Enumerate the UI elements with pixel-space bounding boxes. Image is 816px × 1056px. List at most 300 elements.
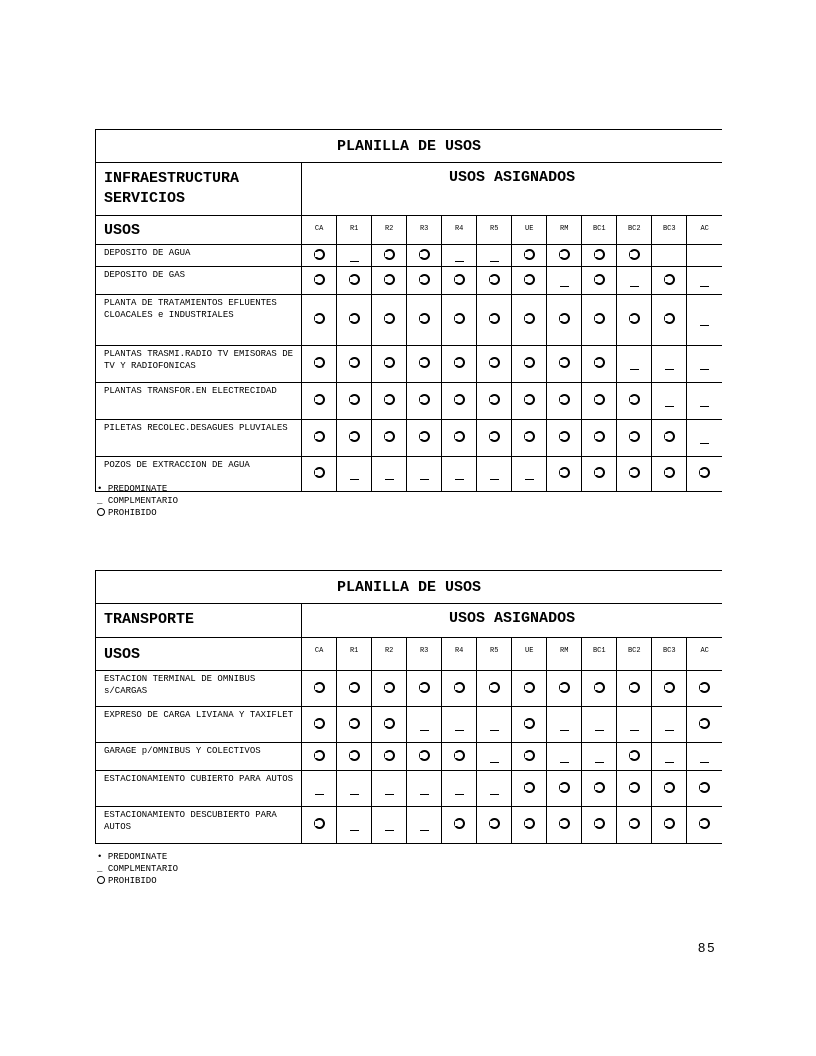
prohibido-mark-icon	[524, 718, 535, 729]
use-cell	[442, 267, 477, 295]
use-cell	[652, 267, 687, 295]
prohibido-mark-icon	[384, 357, 395, 368]
use-cell	[372, 267, 407, 295]
use-cell	[547, 807, 582, 844]
complementario-mark-icon	[665, 730, 674, 731]
use-cell	[302, 267, 337, 295]
use-cell	[442, 245, 477, 267]
page-number: 85	[698, 940, 717, 955]
use-cell	[302, 771, 337, 807]
use-name: PLANTAS TRASMI.RADIO TV EMISORAS DE TV Y RADIOFONICAS	[96, 346, 302, 383]
use-cell	[337, 807, 372, 844]
use-cell	[617, 807, 652, 844]
prohibido-mark-icon	[349, 682, 360, 693]
prohibido-mark-icon	[664, 682, 675, 693]
prohibido-mark-icon	[384, 431, 395, 442]
prohibido-mark-icon	[419, 394, 430, 405]
usos-label: USOS	[96, 638, 302, 671]
use-cell	[372, 457, 407, 492]
use-cell	[512, 671, 547, 707]
complementario-mark-icon	[420, 479, 429, 480]
category-label: TRANSPORTE	[96, 604, 302, 638]
use-cell	[477, 267, 512, 295]
use-cell	[582, 267, 617, 295]
prohibido-mark-icon	[314, 357, 325, 368]
table-row	[96, 743, 723, 771]
use-cell	[372, 771, 407, 807]
prohibido-mark-icon	[559, 394, 570, 405]
prohibido-mark-icon	[629, 467, 640, 478]
use-cell	[442, 807, 477, 844]
use-cell	[687, 707, 722, 743]
use-cell	[547, 295, 582, 346]
prohibido-mark-icon	[384, 249, 395, 260]
prohibido-mark-icon	[524, 394, 535, 405]
use-cell	[582, 771, 617, 807]
prohibido-mark-icon	[384, 394, 395, 405]
use-cell	[372, 743, 407, 771]
use-cell	[372, 346, 407, 383]
prohibido-mark-icon	[524, 750, 535, 761]
prohibido-mark-icon	[524, 682, 535, 693]
column-header: R2	[372, 638, 407, 671]
use-cell	[687, 295, 722, 346]
use-name: GARAGE p/OMNIBUS Y COLECTIVOS	[96, 743, 302, 771]
legend-complementario: _ COMPLMENTARIO	[97, 864, 179, 874]
prohibido-mark-icon	[699, 782, 710, 793]
use-cell	[442, 295, 477, 346]
use-cell	[442, 671, 477, 707]
use-cell	[337, 420, 372, 457]
use-cell	[372, 420, 407, 457]
use-cell	[302, 671, 337, 707]
prohibido-mark-icon	[524, 818, 535, 829]
use-cell	[477, 771, 512, 807]
complementario-mark-icon	[700, 443, 709, 444]
complementario-mark-icon	[700, 286, 709, 287]
use-cell	[687, 743, 722, 771]
use-cell	[617, 383, 652, 420]
use-cell	[547, 346, 582, 383]
use-cell	[547, 707, 582, 743]
use-cell	[687, 420, 722, 457]
use-cell	[337, 267, 372, 295]
use-cell	[372, 245, 407, 267]
prohibido-mark-icon	[419, 682, 430, 693]
complementario-mark-icon	[455, 794, 464, 795]
use-cell	[337, 383, 372, 420]
prohibido-mark-icon	[349, 750, 360, 761]
prohibido-mark-icon	[384, 718, 395, 729]
prohibido-mark-icon	[349, 394, 360, 405]
prohibido-mark-icon	[664, 431, 675, 442]
complementario-mark-icon	[420, 730, 429, 731]
prohibido-mark-icon	[314, 718, 325, 729]
use-cell	[617, 295, 652, 346]
use-cell	[372, 383, 407, 420]
prohibido-mark-icon	[699, 682, 710, 693]
use-cell	[512, 457, 547, 492]
complementario-mark-icon	[350, 794, 359, 795]
use-cell	[512, 707, 547, 743]
use-cell	[687, 771, 722, 807]
use-cell	[302, 743, 337, 771]
use-cell	[652, 743, 687, 771]
complementario-mark-icon	[490, 479, 499, 480]
use-cell	[617, 771, 652, 807]
use-cell	[652, 420, 687, 457]
prohibido-mark-icon	[454, 431, 465, 442]
complementario-mark-icon	[665, 406, 674, 407]
use-cell	[582, 346, 617, 383]
use-cell	[547, 420, 582, 457]
prohibido-mark-icon	[629, 782, 640, 793]
use-cell	[652, 671, 687, 707]
use-name: EXPRESO DE CARGA LIVIANA Y TAXIFLET	[96, 707, 302, 743]
assigned-uses-label: USOS ASIGNADOS	[302, 163, 722, 216]
complementario-mark-icon	[490, 794, 499, 795]
prohibido-mark-icon	[524, 274, 535, 285]
use-cell	[407, 245, 442, 267]
use-cell	[442, 346, 477, 383]
prohibido-mark-icon	[419, 274, 430, 285]
complementario-mark-icon	[665, 762, 674, 763]
table-body	[96, 671, 723, 844]
prohibido-mark-icon	[664, 313, 675, 324]
prohibido-mark-icon	[524, 249, 535, 260]
use-cell	[477, 743, 512, 771]
use-cell	[652, 295, 687, 346]
use-cell	[407, 457, 442, 492]
complementario-mark-icon	[700, 762, 709, 763]
legend-predominate: • PREDOMINATE	[97, 852, 168, 862]
prohibido-mark-icon	[594, 467, 605, 478]
column-header: R4	[442, 216, 477, 245]
prohibido-mark-icon	[419, 357, 430, 368]
category-label: INFRAESTRUCTURA SERVICIOS	[96, 163, 302, 216]
prohibido-mark-icon	[454, 274, 465, 285]
use-cell	[337, 295, 372, 346]
use-cell	[477, 295, 512, 346]
legend-complementario: _ COMPLMENTARIO	[97, 496, 179, 506]
use-cell	[547, 457, 582, 492]
column-header: UE	[512, 216, 547, 245]
use-cell	[617, 671, 652, 707]
column-header: R3	[407, 216, 442, 245]
prohibido-mark-icon	[559, 467, 570, 478]
use-cell	[477, 707, 512, 743]
use-name: ESTACIONAMIENTO CUBIERTO PARA AUTOS	[96, 771, 302, 807]
prohibido-mark-icon	[349, 431, 360, 442]
use-cell	[407, 267, 442, 295]
complementario-mark-icon	[420, 794, 429, 795]
column-header: BC3	[652, 216, 687, 245]
prohibido-mark-icon	[524, 431, 535, 442]
use-cell	[687, 383, 722, 420]
prohibido-mark-icon	[314, 274, 325, 285]
use-cell	[617, 420, 652, 457]
use-cell	[337, 346, 372, 383]
use-name: POZOS DE EXTRACCION DE AGUA	[96, 457, 302, 492]
prohibido-mark-icon	[594, 682, 605, 693]
use-cell	[512, 295, 547, 346]
prohibido-mark-icon	[594, 431, 605, 442]
use-cell	[302, 807, 337, 844]
table-row	[96, 346, 723, 383]
use-cell	[547, 671, 582, 707]
use-cell	[372, 807, 407, 844]
prohibido-mark-icon	[594, 357, 605, 368]
prohibido-mark-icon	[594, 313, 605, 324]
prohibido-mark-icon	[314, 682, 325, 693]
use-cell	[687, 807, 722, 844]
use-cell	[302, 420, 337, 457]
table-title: PLANILLA DE USOS	[96, 130, 723, 163]
use-cell	[547, 267, 582, 295]
prohibido-mark-icon	[314, 818, 325, 829]
prohibido-mark-icon	[419, 431, 430, 442]
column-header: CA	[302, 638, 337, 671]
use-cell	[652, 807, 687, 844]
use-cell	[512, 743, 547, 771]
prohibido-mark-icon	[349, 718, 360, 729]
complementario-mark-icon	[455, 730, 464, 731]
legend-prohibido: PROHIBIDO	[97, 875, 178, 887]
use-cell	[652, 346, 687, 383]
use-cell	[337, 671, 372, 707]
prohibido-mark-icon	[559, 249, 570, 260]
planilla-table	[95, 570, 722, 844]
use-cell	[337, 743, 372, 771]
use-cell	[687, 457, 722, 492]
use-cell	[582, 457, 617, 492]
use-cell	[302, 295, 337, 346]
prohibido-mark-icon	[524, 782, 535, 793]
column-header: BC2	[617, 638, 652, 671]
prohibido-icon	[97, 876, 105, 884]
use-cell	[687, 267, 722, 295]
usos-label: USOS	[96, 216, 302, 245]
prohibido-mark-icon	[664, 274, 675, 285]
assigned-uses-label: USOS ASIGNADOS	[302, 604, 722, 638]
prohibido-mark-icon	[594, 274, 605, 285]
use-cell	[582, 420, 617, 457]
column-header: BC3	[652, 638, 687, 671]
use-cell	[617, 346, 652, 383]
complementario-mark-icon	[700, 325, 709, 326]
table-title: PLANILLA DE USOS	[96, 571, 723, 604]
use-cell	[477, 420, 512, 457]
prohibido-mark-icon	[664, 467, 675, 478]
use-cell	[372, 295, 407, 346]
use-cell	[302, 707, 337, 743]
prohibido-mark-icon	[699, 467, 710, 478]
complementario-mark-icon	[490, 762, 499, 763]
column-header: R1	[337, 638, 372, 671]
use-cell	[442, 420, 477, 457]
prohibido-mark-icon	[489, 682, 500, 693]
column-header: CA	[302, 216, 337, 245]
use-cell	[512, 771, 547, 807]
table-body	[96, 245, 723, 492]
use-cell	[442, 707, 477, 743]
prohibido-mark-icon	[489, 357, 500, 368]
use-cell	[582, 383, 617, 420]
complementario-mark-icon	[665, 369, 674, 370]
prohibido-mark-icon	[419, 249, 430, 260]
use-cell	[337, 457, 372, 492]
column-header: RM	[547, 216, 582, 245]
use-cell	[652, 457, 687, 492]
prohibido-mark-icon	[314, 750, 325, 761]
prohibido-mark-icon	[594, 818, 605, 829]
prohibido-mark-icon	[594, 394, 605, 405]
use-cell	[512, 245, 547, 267]
prohibido-mark-icon	[489, 274, 500, 285]
prohibido-mark-icon	[314, 249, 325, 260]
complementario-mark-icon	[490, 261, 499, 262]
complementario-mark-icon	[490, 730, 499, 731]
legend	[97, 851, 178, 887]
column-header: R1	[337, 216, 372, 245]
use-cell	[512, 807, 547, 844]
complementario-mark-icon	[595, 730, 604, 731]
complementario-mark-icon	[630, 369, 639, 370]
complementario-mark-icon	[455, 479, 464, 480]
use-cell	[687, 671, 722, 707]
legend	[97, 483, 178, 519]
complementario-mark-icon	[560, 762, 569, 763]
table-row	[96, 671, 723, 707]
use-cell	[302, 383, 337, 420]
use-cell	[582, 707, 617, 743]
use-cell	[582, 807, 617, 844]
prohibido-mark-icon	[454, 682, 465, 693]
complementario-mark-icon	[385, 479, 394, 480]
use-cell	[302, 245, 337, 267]
column-header: R4	[442, 638, 477, 671]
use-cell	[442, 743, 477, 771]
prohibido-mark-icon	[454, 357, 465, 368]
prohibido-mark-icon	[524, 357, 535, 368]
prohibido-mark-icon	[419, 313, 430, 324]
use-name: ESTACION TERMINAL DE OMNIBUS s/CARGAS	[96, 671, 302, 707]
use-cell	[477, 346, 512, 383]
use-cell	[442, 383, 477, 420]
prohibido-mark-icon	[454, 394, 465, 405]
prohibido-mark-icon	[594, 249, 605, 260]
table-row	[96, 707, 723, 743]
prohibido-mark-icon	[384, 274, 395, 285]
use-cell	[372, 671, 407, 707]
use-cell	[442, 771, 477, 807]
prohibido-mark-icon	[559, 431, 570, 442]
prohibido-icon	[97, 508, 105, 516]
complementario-mark-icon	[700, 406, 709, 407]
complementario-mark-icon	[560, 286, 569, 287]
use-cell	[582, 671, 617, 707]
prohibido-mark-icon	[559, 357, 570, 368]
use-cell	[617, 743, 652, 771]
table-row	[96, 267, 723, 295]
use-cell	[407, 420, 442, 457]
use-cell	[617, 457, 652, 492]
prohibido-mark-icon	[384, 750, 395, 761]
use-cell	[617, 267, 652, 295]
column-header: UE	[512, 638, 547, 671]
use-name: PLANTA DE TRATAMIENTOS EFLUENTES CLOACALES e INDUSTRIALES	[96, 295, 302, 346]
use-cell	[372, 707, 407, 743]
prohibido-mark-icon	[664, 818, 675, 829]
complementario-mark-icon	[595, 762, 604, 763]
prohibido-mark-icon	[559, 818, 570, 829]
column-header: R5	[477, 638, 512, 671]
use-cell	[407, 295, 442, 346]
complementario-mark-icon	[315, 794, 324, 795]
column-header: RM	[547, 638, 582, 671]
table-row	[96, 457, 723, 492]
prohibido-mark-icon	[349, 357, 360, 368]
prohibido-mark-icon	[629, 249, 640, 260]
prohibido-mark-icon	[419, 750, 430, 761]
use-cell	[337, 707, 372, 743]
prohibido-mark-icon	[664, 782, 675, 793]
use-cell	[547, 245, 582, 267]
complementario-mark-icon	[630, 730, 639, 731]
prohibido-mark-icon	[314, 313, 325, 324]
column-header: AC	[687, 216, 722, 245]
use-cell	[652, 245, 687, 267]
prohibido-mark-icon	[454, 750, 465, 761]
prohibido-mark-icon	[629, 394, 640, 405]
prohibido-mark-icon	[699, 718, 710, 729]
prohibido-mark-icon	[629, 750, 640, 761]
use-cell	[407, 707, 442, 743]
column-header: R3	[407, 638, 442, 671]
prohibido-mark-icon	[594, 782, 605, 793]
use-cell	[407, 743, 442, 771]
use-cell	[407, 807, 442, 844]
complementario-mark-icon	[560, 730, 569, 731]
prohibido-mark-icon	[454, 313, 465, 324]
column-header: BC2	[617, 216, 652, 245]
use-cell	[617, 707, 652, 743]
complementario-mark-icon	[350, 261, 359, 262]
complementario-mark-icon	[385, 794, 394, 795]
use-cell	[477, 383, 512, 420]
planilla-table	[95, 129, 722, 492]
legend-prohibido: PROHIBIDO	[97, 507, 178, 519]
use-cell	[337, 245, 372, 267]
use-name: DEPOSITO DE AGUA	[96, 245, 302, 267]
prohibido-mark-icon	[629, 818, 640, 829]
use-cell	[512, 420, 547, 457]
use-cell	[477, 671, 512, 707]
column-header: BC1	[582, 638, 617, 671]
use-cell	[477, 457, 512, 492]
use-cell	[407, 671, 442, 707]
prohibido-mark-icon	[314, 467, 325, 478]
use-cell	[547, 383, 582, 420]
table-row	[96, 771, 723, 807]
prohibido-mark-icon	[489, 818, 500, 829]
use-cell	[512, 346, 547, 383]
prohibido-mark-icon	[349, 313, 360, 324]
complementario-mark-icon	[630, 286, 639, 287]
use-cell	[652, 771, 687, 807]
legend-predominate: • PREDOMINATE	[97, 484, 168, 494]
complementario-mark-icon	[420, 830, 429, 831]
